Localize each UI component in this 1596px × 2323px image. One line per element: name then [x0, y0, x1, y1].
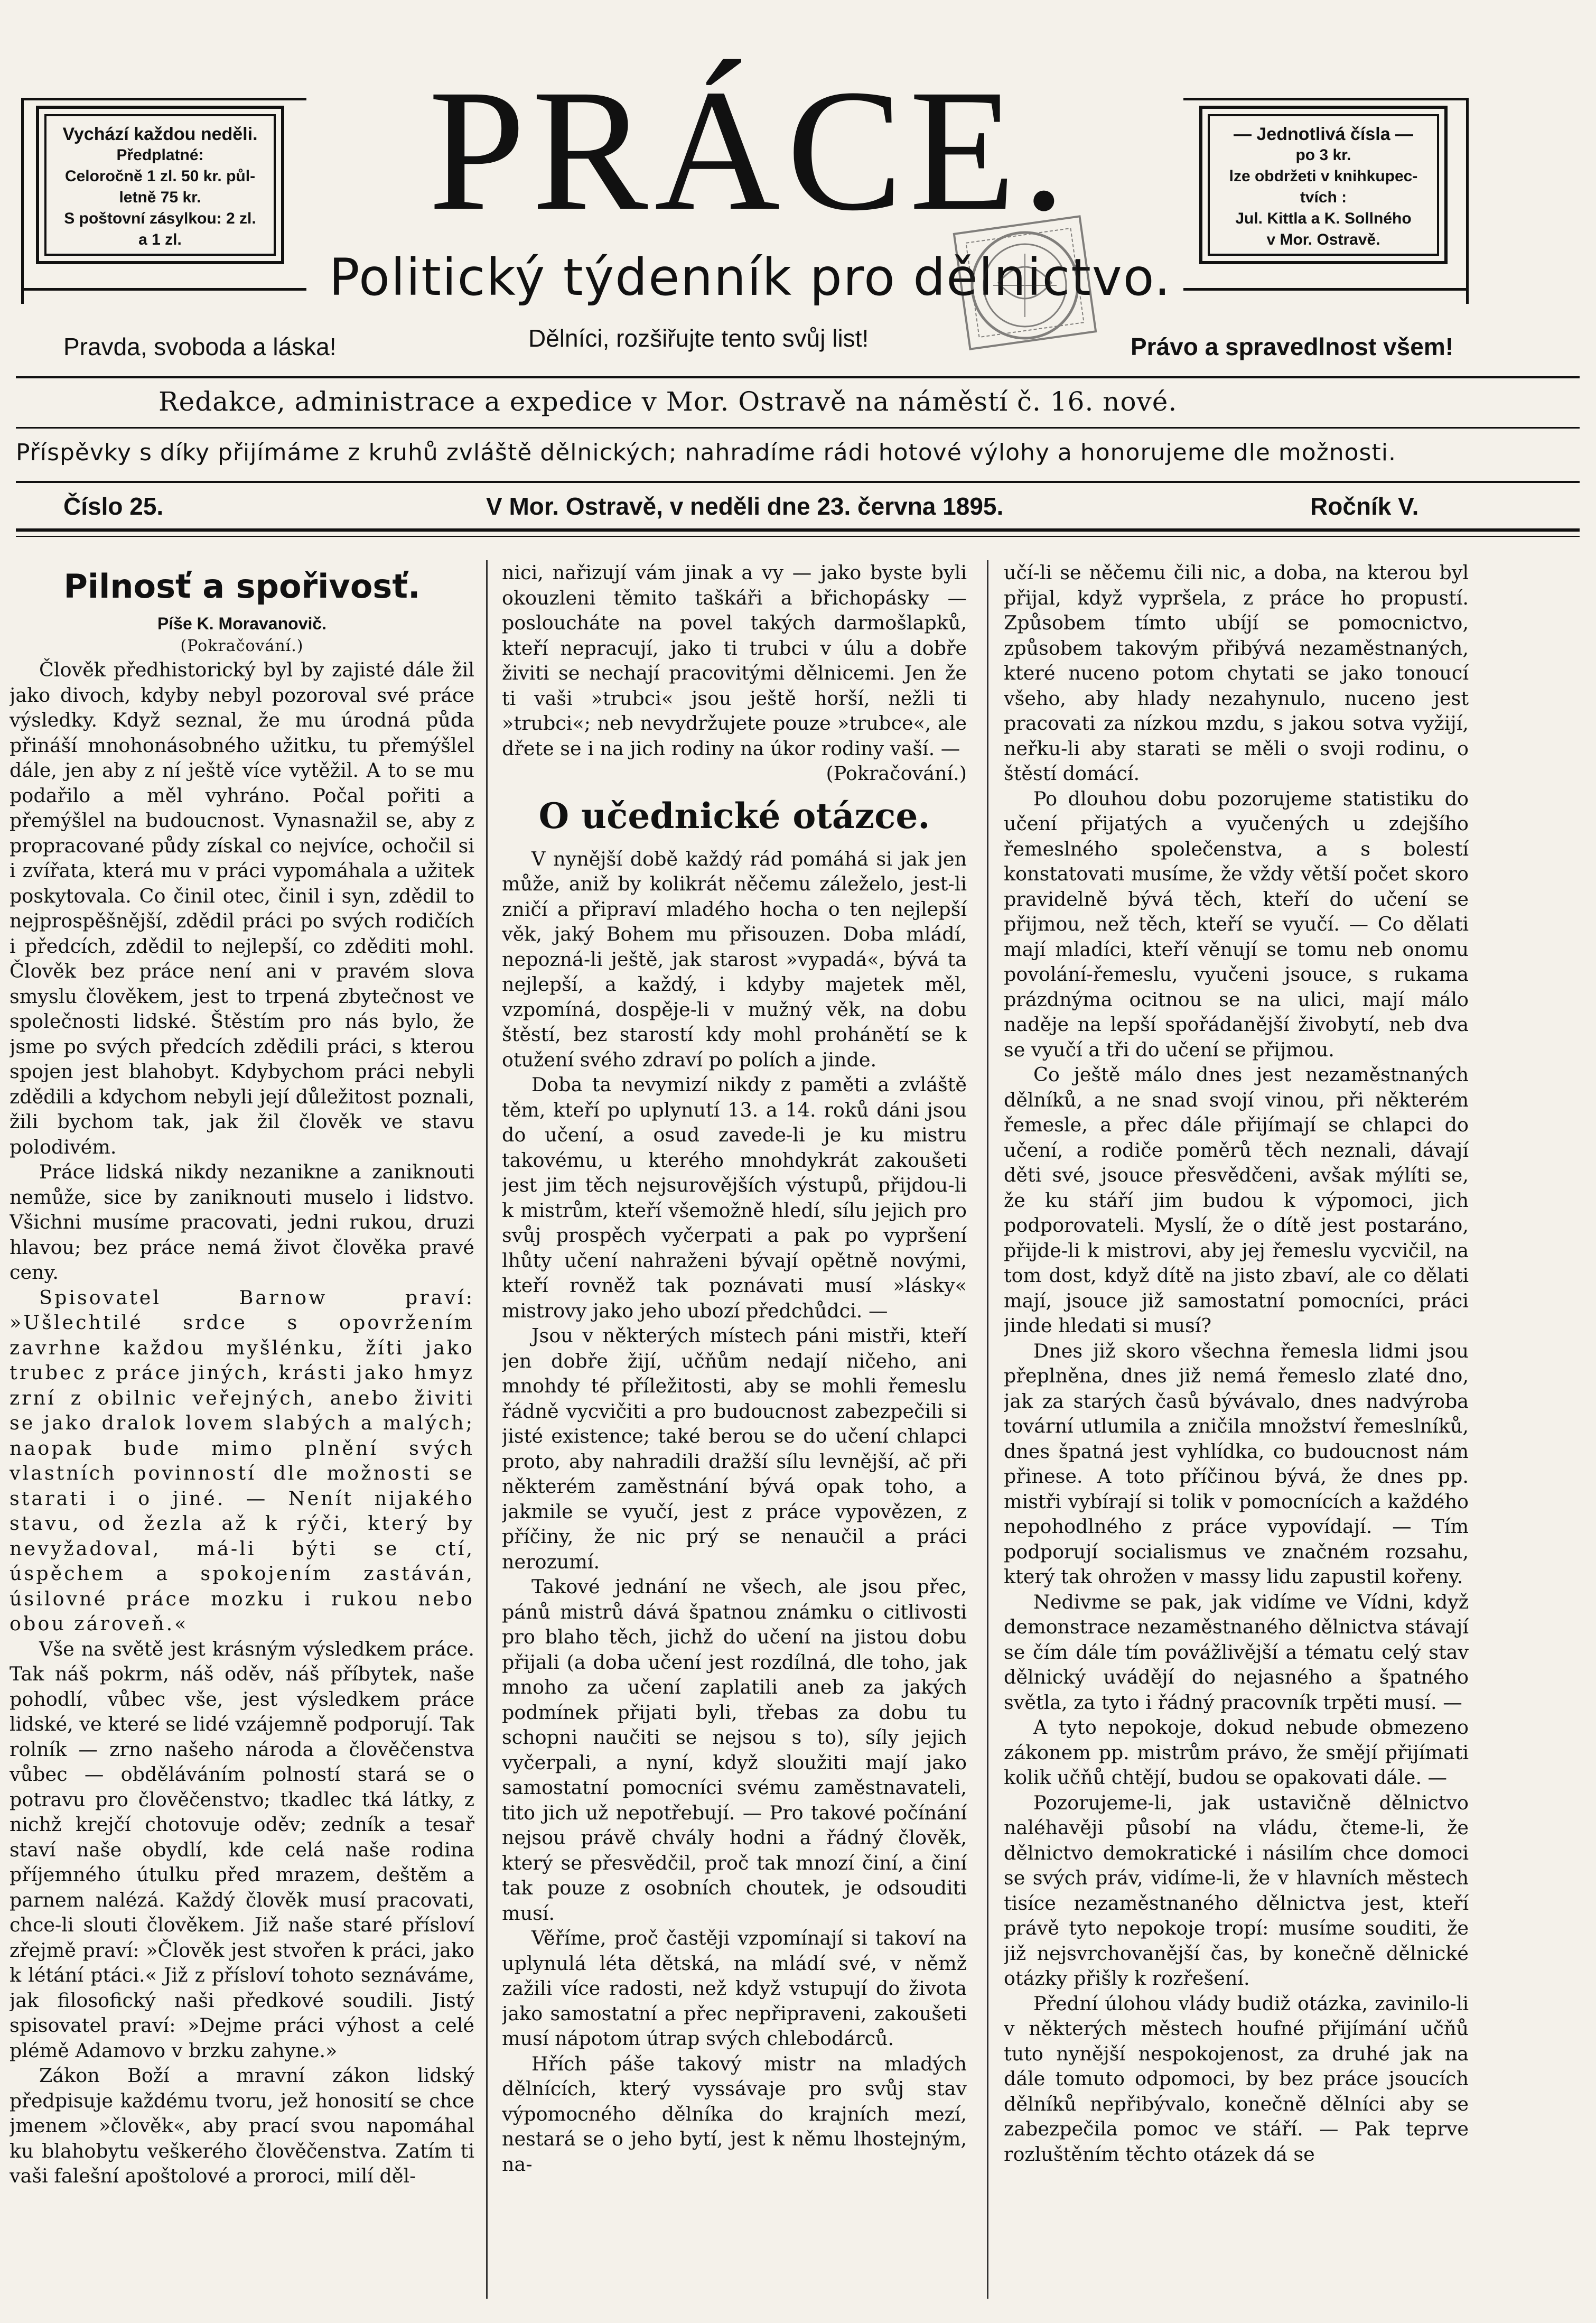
paragraph: učí-li se něčemu čili nic, a doba, na kterou byl přijal, když vypršela, z práce ho propustí. Způsobem tímto ubíjí se pomocnictvo, způsobem takovým přibývá nezaměstnaných, které nuceno potom chytati se jako tonoucí všeho, aby hlady nezahynulo, nuceno jest pracovati za nízkou mzdu, s jakou sotva vyžijí, neřku-li aby starati se měli o svoji rodinu, o štěstí domácí. [1004, 561, 1469, 785]
continuation-note: (Pokračování.) [826, 762, 967, 785]
editorial-address: Redakce, administrace a expedice v Mor. Ostravě na náměstí č. 16. nové. [158, 386, 1178, 417]
paragraph: Vše na světě jest krásným výsledkem práce. Tak náš pokrm, náš oděv, náš příbytek, naše pohodlí, vůbec vše, jest výsledkem práce lidské, ve které se lidé vzájemně podporují. Tak rolník — zrno našeho národa a člověčenstva vůbec — obděláváním polností stará se o potravu pro člověčenstvo; tkadlec tká látky, z nichž krejčí chotovuje oděv; zedník a tesař staví naše obydlí, kde celá naše rodina příjemného útulku před mrazem, deštěm a parnem nalézá. Každý člověk musí pracovati, chce-li slouti člověkem. Již naše staré přísloví zřejmě praví: »Člověk jest stvořen k práci, jako k létání ptáci.« Již z přísloví tohoto seznáváme, jak filosofický naši předkové soudili. Jistý spisovatel praví: »Dejme práci výhost a celé plémě Adamovo v brzku zahyne.» [10, 1637, 474, 2062]
newspaper-title: PRÁCE. [428, 54, 1072, 247]
divider [16, 536, 1580, 537]
masthead-rule-right-top [1183, 98, 1469, 100]
issue-date: V Mor. Ostravě, v neděli dne 23. června 1895. [486, 493, 1004, 520]
paragraph: V nynější době každý rád pomáhá si jak jen může, aniž by kolikrát něčemu záleželo, jest-li zničí a připraví mladého hocha o ten nejlepší věk, jaký Bohem mu přisouzen. Doba mládí, nepozná-li ještě, jak starost »vypadá«, bývá ta nejlepší, a každý, i kdyby majetek měl, vzpomíná, dospěje-li v mužný věk, na dobu štěstí, bez starostí kdy mohl prohánětí se k otužení svého zdraví po polích a jinde. [502, 847, 967, 1071]
masthead-rule-left-top [21, 98, 306, 100]
subscription-line: a 1 zl. [138, 231, 182, 248]
paragraph: Takové jednání ne všech, ale jsou přec, pánů mistrů dává špatnou známku o citlivosti pro blaho těch, jichž do učení na jistou dobu přijali (a doba učení jest rozdílná, dle toho, jak mnoho za učení zaplatili aneb za jakých podmínek přijati byli, třebas za dobu tu schopni naučiti se nejsou s to), síly jejich vyčerpali, a nyní, když sloužiti mají jako samostatní pomocníci svému zaměstnavateli, tito jich už nepotřebují. — Pro takové počínání nejsou právě chvály hodni a řádný člověk, který se přesvědčil, proč tak mnozí činí, a činí tak pouze z osobních choutek, je odsouditi musí. [502, 1575, 967, 1925]
article-title: O učednické otázce. [538, 795, 930, 837]
paragraph: Pozorujeme-li, jak ustavičně dělnictvo naléhavěji působí na vládu, čteme-li, že dělnictvo demokratické i násilím chce domoci se svých práv, vidíme-li, že v hlavních městech tisíce nezaměstnaného dělnictva jest, kteří právě tyto nepokoje tropí: musíme souditi, že již nejsvrchovanější čas, by konečně dělnické otázky přišly k rozřešení. [1004, 1791, 1469, 1990]
paragraph: Hřích páše takový mistr na mladých dělnících, který vyssávaje pro svůj stav výpomocného dělníka do krajních mezí, nestará se o jeho bytí, jest k němu lhostejným, na- [502, 2052, 967, 2176]
divider [16, 376, 1580, 378]
column-2 [502, 560, 967, 2299]
article-title: Pilnosť a spořivosť. [63, 567, 421, 606]
subscription-line: Předplatné: [116, 146, 204, 164]
paragraph: Přední úlohou vlády budiž otázka, zavinilo-li v některých městech houfné přijímání učňů tuto nynější nespokojenost, za druhé jak na dále tomuto odpomoci, by bez práce jsoucích dělníků nepřibývalo, konečně dělníci aby se zabezpečila pomoc ve stáří. — Pak teprve rozluštěním těchto otázek dá se [1004, 1992, 1469, 2166]
column-rule [486, 560, 488, 2299]
divider [16, 528, 1580, 532]
single-copy-line: Jul. Kittla a K. Sollného [1235, 210, 1412, 227]
paragraph: Doba ta nevymizí nikdy z paměti a zvláště těm, kteří po uplynutí 13. a 14. roků dáni jsou do učení, a osud zavede-li je ku mistru takovému, u kterého mnohdykrát zakoušeti jest jim těch nejsurovějších výstupů, přijdou-li k mistrům, kteří všemožně hledí, sílu jejich pro svůj prospěch vyčerpati a pak po vypršení lhůty učení nahraženi bývají opětně novými, kteří rovněž tak poznávati musí »lásky« mistrovy jako jeho ubozí předchůdci. — [502, 1073, 967, 1322]
masthead-rule-left-vert [21, 98, 24, 304]
single-copy-line: po 3 kr. [1295, 146, 1351, 164]
column-3 [1004, 560, 1469, 2299]
paragraph: A tyto nepokoje, dokud nebude obmezeno zákonem pp. mistrům právo, že smějí přijímati kolik učňů chtějí, budou se opakovati dále. — [1004, 1716, 1469, 1789]
subscription-box [36, 106, 284, 264]
subscription-line: Vychází každou neděli. [62, 124, 258, 144]
single-copy-line: tvích : [1300, 189, 1347, 206]
masthead-rule-right-bottom [1183, 288, 1469, 291]
issue-volume: Ročník V. [1310, 493, 1419, 520]
subscription-line: letně 75 kr. [119, 189, 201, 206]
subscription-line: Celoročně 1 zl. 50 kr. půl- [64, 168, 256, 185]
paragraph: Práce lidská nikdy nezanikne a zaniknouti nemůže, sice by zaniknouti muselo i lidstvo. Všichni musíme pracovati, jedni rukou, druzi hlavou; bez práce nemá život člověka pravé ceny. [10, 1160, 474, 1284]
single-copy-line: lze obdržeti v knihkupec- [1229, 168, 1418, 185]
single-copy-line: — Jednotlivá čísla — [1233, 124, 1414, 144]
divider [16, 427, 1580, 429]
paragraph: Nedivme se pak, jak vidíme ve Vídni, když demonstrace nezaměstnaného dělnictva stávají se čím dále tím povážlivější a tématu celý stav dělnický uvádějí do nejasného a špatného světla, za tyto i řádný pracovník trpěti musí. — [1004, 1590, 1469, 1714]
paragraph: Spisovatel Barnow praví: »Ušlechtilé srdce s opovržením zavrhne každou myšlénku, žíti jako trubec z práce jiných, krásti jako hmyz zrní z obilnic veřejných, anebo živiti se jako dralok lovem slabých a malých; naopak bude mimo plnění svých vlastních povinností dle možnosti se starati i o jiné. — Nenít nijakého stavu, od žezla až k rýči, který by nevyžadoval, má-li býti se ctí, úspěchem a spokojením zastáván, úsilovné práce mozku i rukou nebo obou zároveň.« [10, 1286, 474, 1635]
paragraph: Co ještě málo dnes jest nezaměstnaných dělníků, a ne snad svojí vinou, při některém řemesle, a přec dále přijímají se chlapci do učení, a rodiče poměrů těch neznali, dávají děti své, jsouce přesvědčeni, avšak mýlíti se, že ku stáří jim budou k výpomoci, jich podporovateli. Myslí, že o dítě jest postaráno, přijde-li k mistrovi, aby jej řemeslu vycvičil, na tom dost, když dítě na jisto zbaví, ale co dělati mají, jsouce již samostatní pomocníci, práci jinde hledati si musí? [1004, 1063, 1469, 1337]
paragraph: Věříme, proč častěji vzpomínají si takoví na uplynulá léta dětská, na mládí své, v němž zažili více radosti, než když vstupují do života jako samostatní a přec nepřipraveni, zakoušeti musí nápotom útrap svých chlebodárců. [502, 1927, 967, 2050]
column-rule [987, 560, 988, 2299]
paragraph: Zákon Boží a mravní zákon lidský předpisuje každému tvoru, jež honosití se chce jmenem »člověk«, aby prací svou napomáhal ku blahobytu veškerého člověčenstva. Zatím ti vaši falešní apoštolové a proroci, milí děl- [10, 2064, 474, 2187]
motto-left: Pravda, svoboda a láska! [63, 333, 337, 360]
paragraph: Dnes již skoro všechna řemesla lidmi jsou přeplněna, dnes již nemá řemeslo zlaté dno, jak za starých časů bývávalo, dnes nadvýroba tovární utlumila a zničila množství řemeslníků, dnes špatná jest vyhlídka, co budoucnost nám přinese. A toto příčinou bývá, že dnes pp. mistři vybírají si tolik v pomocnících a každého nepohodlného z práce vypovídají. — Tím podporují socialismus ve značném rozsahu, který tak ohrožen v massy lidu zapustil kořeny. [1004, 1339, 1469, 1588]
article-author: Píše K. Moravanovič. [157, 614, 327, 633]
subscription-line: S poštovní zásylkou: 2 zl. [64, 210, 256, 227]
continuation-note: (Pokračování.) [180, 637, 304, 655]
paragraph: Jsou v některých místech páni mistři, kteří jen dobře žijí, učňům nedají ničeho, ani mnohdy té příležitosti, aby se mohli řemeslu řádně vycvičiti a pro budoucnost zabezpečili si jisté existence; také berou se do učení chlapci proto, aby nahradili dražší sílu levnější, ač při některém zaměstnání bývá opak toho, a jakmile se vyučí, jest z práce vypovězen, z příčiny, že nic prý se nenaučil a práci nerozumí. [502, 1324, 967, 1573]
single-copy-box [1199, 106, 1448, 264]
masthead-rule-left-bottom [21, 288, 306, 291]
paragraph: Po dlouhou dobu pozorujeme statistiku do učení přijatých a vyučených u zdejšího řemeslného společenstva, a s bolestí konstatovati musíme, že vždy větší počet skoro pravidelně bývá těch, kteří do učení se přijmou, než těch, kteří se vyučí. — Co dělati mají mladíci, kteří věnují se tomu neb onomu povolání-řemeslu, vyučeni jsouce, s rukama prázdnýma ocitnou se na ulici, mají málo naděje na lepší spořádanější živobytí, neb dva se vyučí a tři do učení se přijmou. [1004, 787, 1469, 1061]
single-copy-line: v Mor. Ostravě. [1266, 231, 1380, 248]
divider [16, 481, 1580, 483]
contributions-notice: Příspěvky s díky přijímáme z kruhů zvláště dělnických; nahradíme rádi hotové výlohy a honorujeme dle možnosti. [16, 439, 1396, 466]
issue-number: Číslo 25. [63, 493, 164, 520]
motto-right: Právo a spravedlnost všem! [1131, 333, 1454, 360]
revenue-stamp-icon [898, 203, 1131, 362]
motto-center: Dělníci, rozšiřujte tento svůj list! [528, 324, 869, 352]
masthead-rule-right-vert [1466, 98, 1469, 304]
paragraph: nici, nařizují vám jinak a vy — jako byste byli okouzleni těmito taškáři a břichopásky — posloucháte na povel takých darmošlapků, kteří nepracují, jako ti trubci v úlu a dobře živiti se nechají pracovitými dělnicemi. Jen že ti vaši »trubci« jsou ještě horší, nežli ti »trubci«; neb nevydržujete pouze »trubce«, ale dřete se i na jich rodiny na úkor rodiny vaší. — [502, 561, 967, 760]
column-1 [10, 560, 474, 2299]
paragraph: Člověk předhistorický byl by zajisté dále žil jako divoch, kdyby nebyl pozoroval své práce výsledky. Když seznal, že mu úrodná půda přináší mnohonásobného užitku, tu přemýšlel dále, jen aby z ní ještě více vytěžil. A to se mu podařilo a měl vyhráno. Počal pořiti a přemýšlel na budoucnost. Vynasnažil se, aby z propracované půdy získal co nejvíce, ochočil si i zvířata, která mu v práci vypomáhala a užitek poskytovala. Co činil otec, činil i syn, zdědil to nejprospěšnější, zdědil práci po svých rodičích i předcích, zdědil to nejlepší, co zděditi mohl. Člověk bez práce není ani v pravém slova smyslu člověkem, jest to trpená zbytečnost ve společnosti lidské. Štěstím pro nás bylo, že jsme po svých předcích zdědili práci, s kterou spojen jest blahobyt. Kdybychom práci nebyli zdědili a kdychom nebyli její důležitost poznali, žili bychom tak, jak žil člověk ve stavu polodivém. [10, 658, 474, 1158]
newspaper-subtitle: Politický týdenník pro dělnictvo. [329, 248, 1172, 307]
